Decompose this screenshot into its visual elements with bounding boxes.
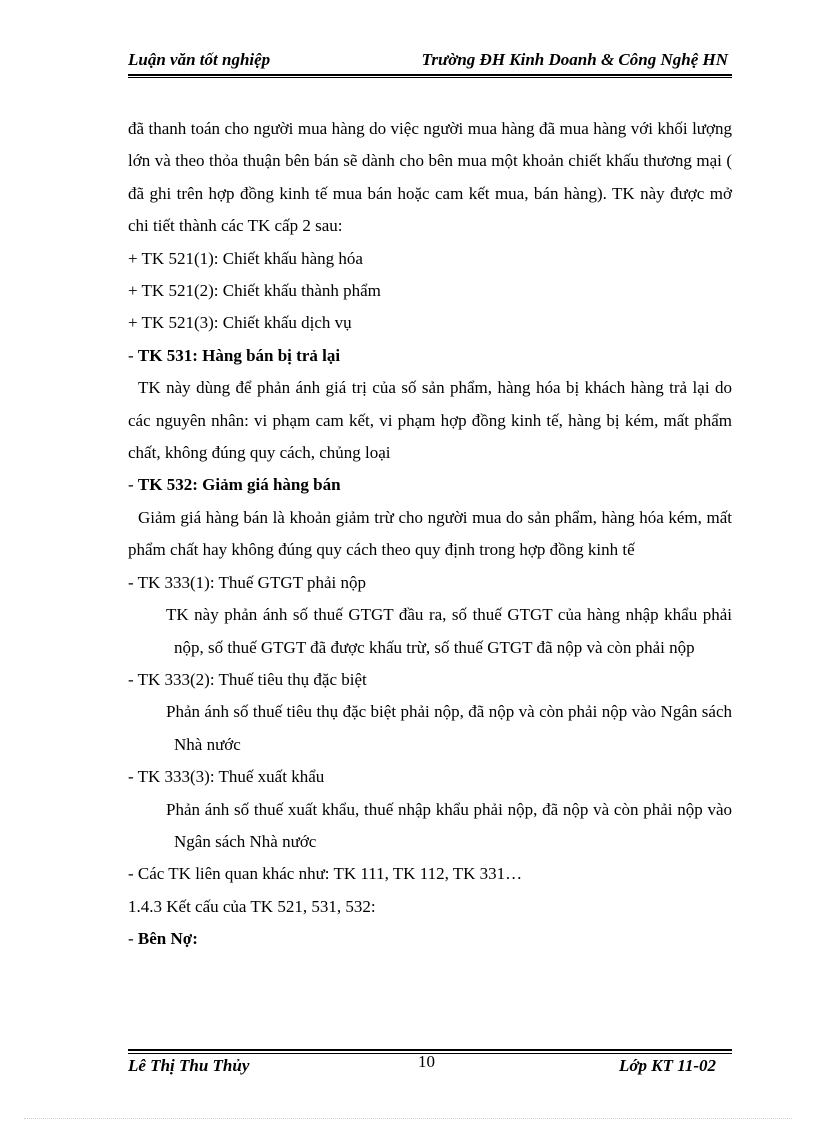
list-item-tk521-1: + TK 521(1): Chiết khấu hàng hóa bbox=[128, 248, 363, 268]
heading-tk532-prefix: - bbox=[128, 475, 138, 495]
page-number: 10 bbox=[418, 1052, 435, 1071]
footer-author: Lê Thị Thu Thủy bbox=[128, 1056, 250, 1075]
header-divider bbox=[128, 77, 732, 78]
footer-class: Lớp KT 11-02 bbox=[619, 1056, 716, 1075]
list-item-other-accounts: - Các TK liên quan khác như: TK 111, TK 112, TK 331… bbox=[128, 864, 523, 884]
paragraph-tk333-1: TK này phản ánh số thuế GTGT đầu ra, số thuế GTGT của hàng nhập khẩu phải nộp, số thuế GTGT đã được khấu trừ, số thuế GTGT đã nộp và còn phải nộp bbox=[166, 605, 732, 657]
list-item-tk333-2: - TK 333(2): Thuế tiêu thụ đặc biệt bbox=[128, 669, 367, 689]
list-item-tk521-2: + TK 521(2): Chiết khấu thành phẩm bbox=[128, 281, 381, 301]
heading-tk532-text: TK 532: Giảm giá hàng bán bbox=[137, 475, 341, 495]
page-footer bbox=[128, 1054, 732, 1078]
heading-tk531 bbox=[128, 340, 732, 372]
paragraph-discount-intro: đã thanh toán cho người mua hàng do việc người mua hàng đã mua hàng với khối lượng lớn và theo thỏa thuận bên bán sẽ dành cho bên mua một khoản chiết khấu thương mại ( đã ghi trên hợp đồng kinh tế mua bán hoặc cam kết mua, bán hàng). TK này được mở chi tiết thành các TK cấp 2 sau: bbox=[128, 119, 732, 236]
header-thesis-label: Luận văn tốt nghiệp bbox=[128, 50, 271, 69]
list-item-tk521-3: + TK 521(3): Chiết khấu dịch vụ bbox=[128, 313, 352, 333]
list-item-tk333-3: - TK 333(3): Thuế xuất khẩu bbox=[128, 767, 325, 787]
heading-ben-no-prefix: - bbox=[128, 929, 138, 949]
page-body bbox=[128, 113, 732, 956]
heading-ben-no bbox=[128, 923, 732, 955]
paragraph-tk531: TK này dùng để phản ánh giá trị của số sản phẩm, hàng hóa bị khách hàng trả lại do các nguyên nhân: vi phạm cam kết, vi phạm hợp đồng kinh tế, hàng bị kém, mất phẩm chất, không đúng quy cách, chủng loại bbox=[128, 378, 732, 463]
paragraph-tk333-2: Phản ánh số thuế tiêu thụ đặc biệt phải nộp, đã nộp và còn phải nộp vào Ngân sách Nhà nước bbox=[166, 702, 732, 754]
section-heading-1-4-3: 1.4.3 Kết cấu của TK 521, 531, 532: bbox=[128, 896, 376, 916]
header-university: Trường ĐH Kinh Doanh & Công Nghệ HN bbox=[421, 50, 728, 69]
heading-tk531-prefix: - bbox=[128, 345, 138, 365]
paragraph-tk333-3: Phản ánh số thuế xuất khẩu, thuế nhập khẩu phải nộp, đã nộp và còn phải nộp vào Ngân sách Nhà nước bbox=[166, 799, 732, 851]
heading-tk532 bbox=[128, 469, 732, 501]
paragraph-tk532: Giảm giá hàng bán là khoản giảm trừ cho người mua do sản phẩm, hàng hóa kém, mất phẩm chất hay không đúng quy cách theo quy định trong hợp đồng kinh tế bbox=[128, 507, 732, 560]
heading-tk531-text: TK 531: Hàng bán bị trả lại bbox=[137, 345, 341, 365]
page-header bbox=[128, 48, 732, 76]
heading-ben-no-text: Bên Nợ: bbox=[137, 929, 198, 949]
footer-divider-thick bbox=[128, 1049, 732, 1051]
list-item-tk333-1: - TK 333(1): Thuế GTGT phải nộp bbox=[128, 572, 366, 592]
page-edge-dots bbox=[24, 1118, 792, 1119]
